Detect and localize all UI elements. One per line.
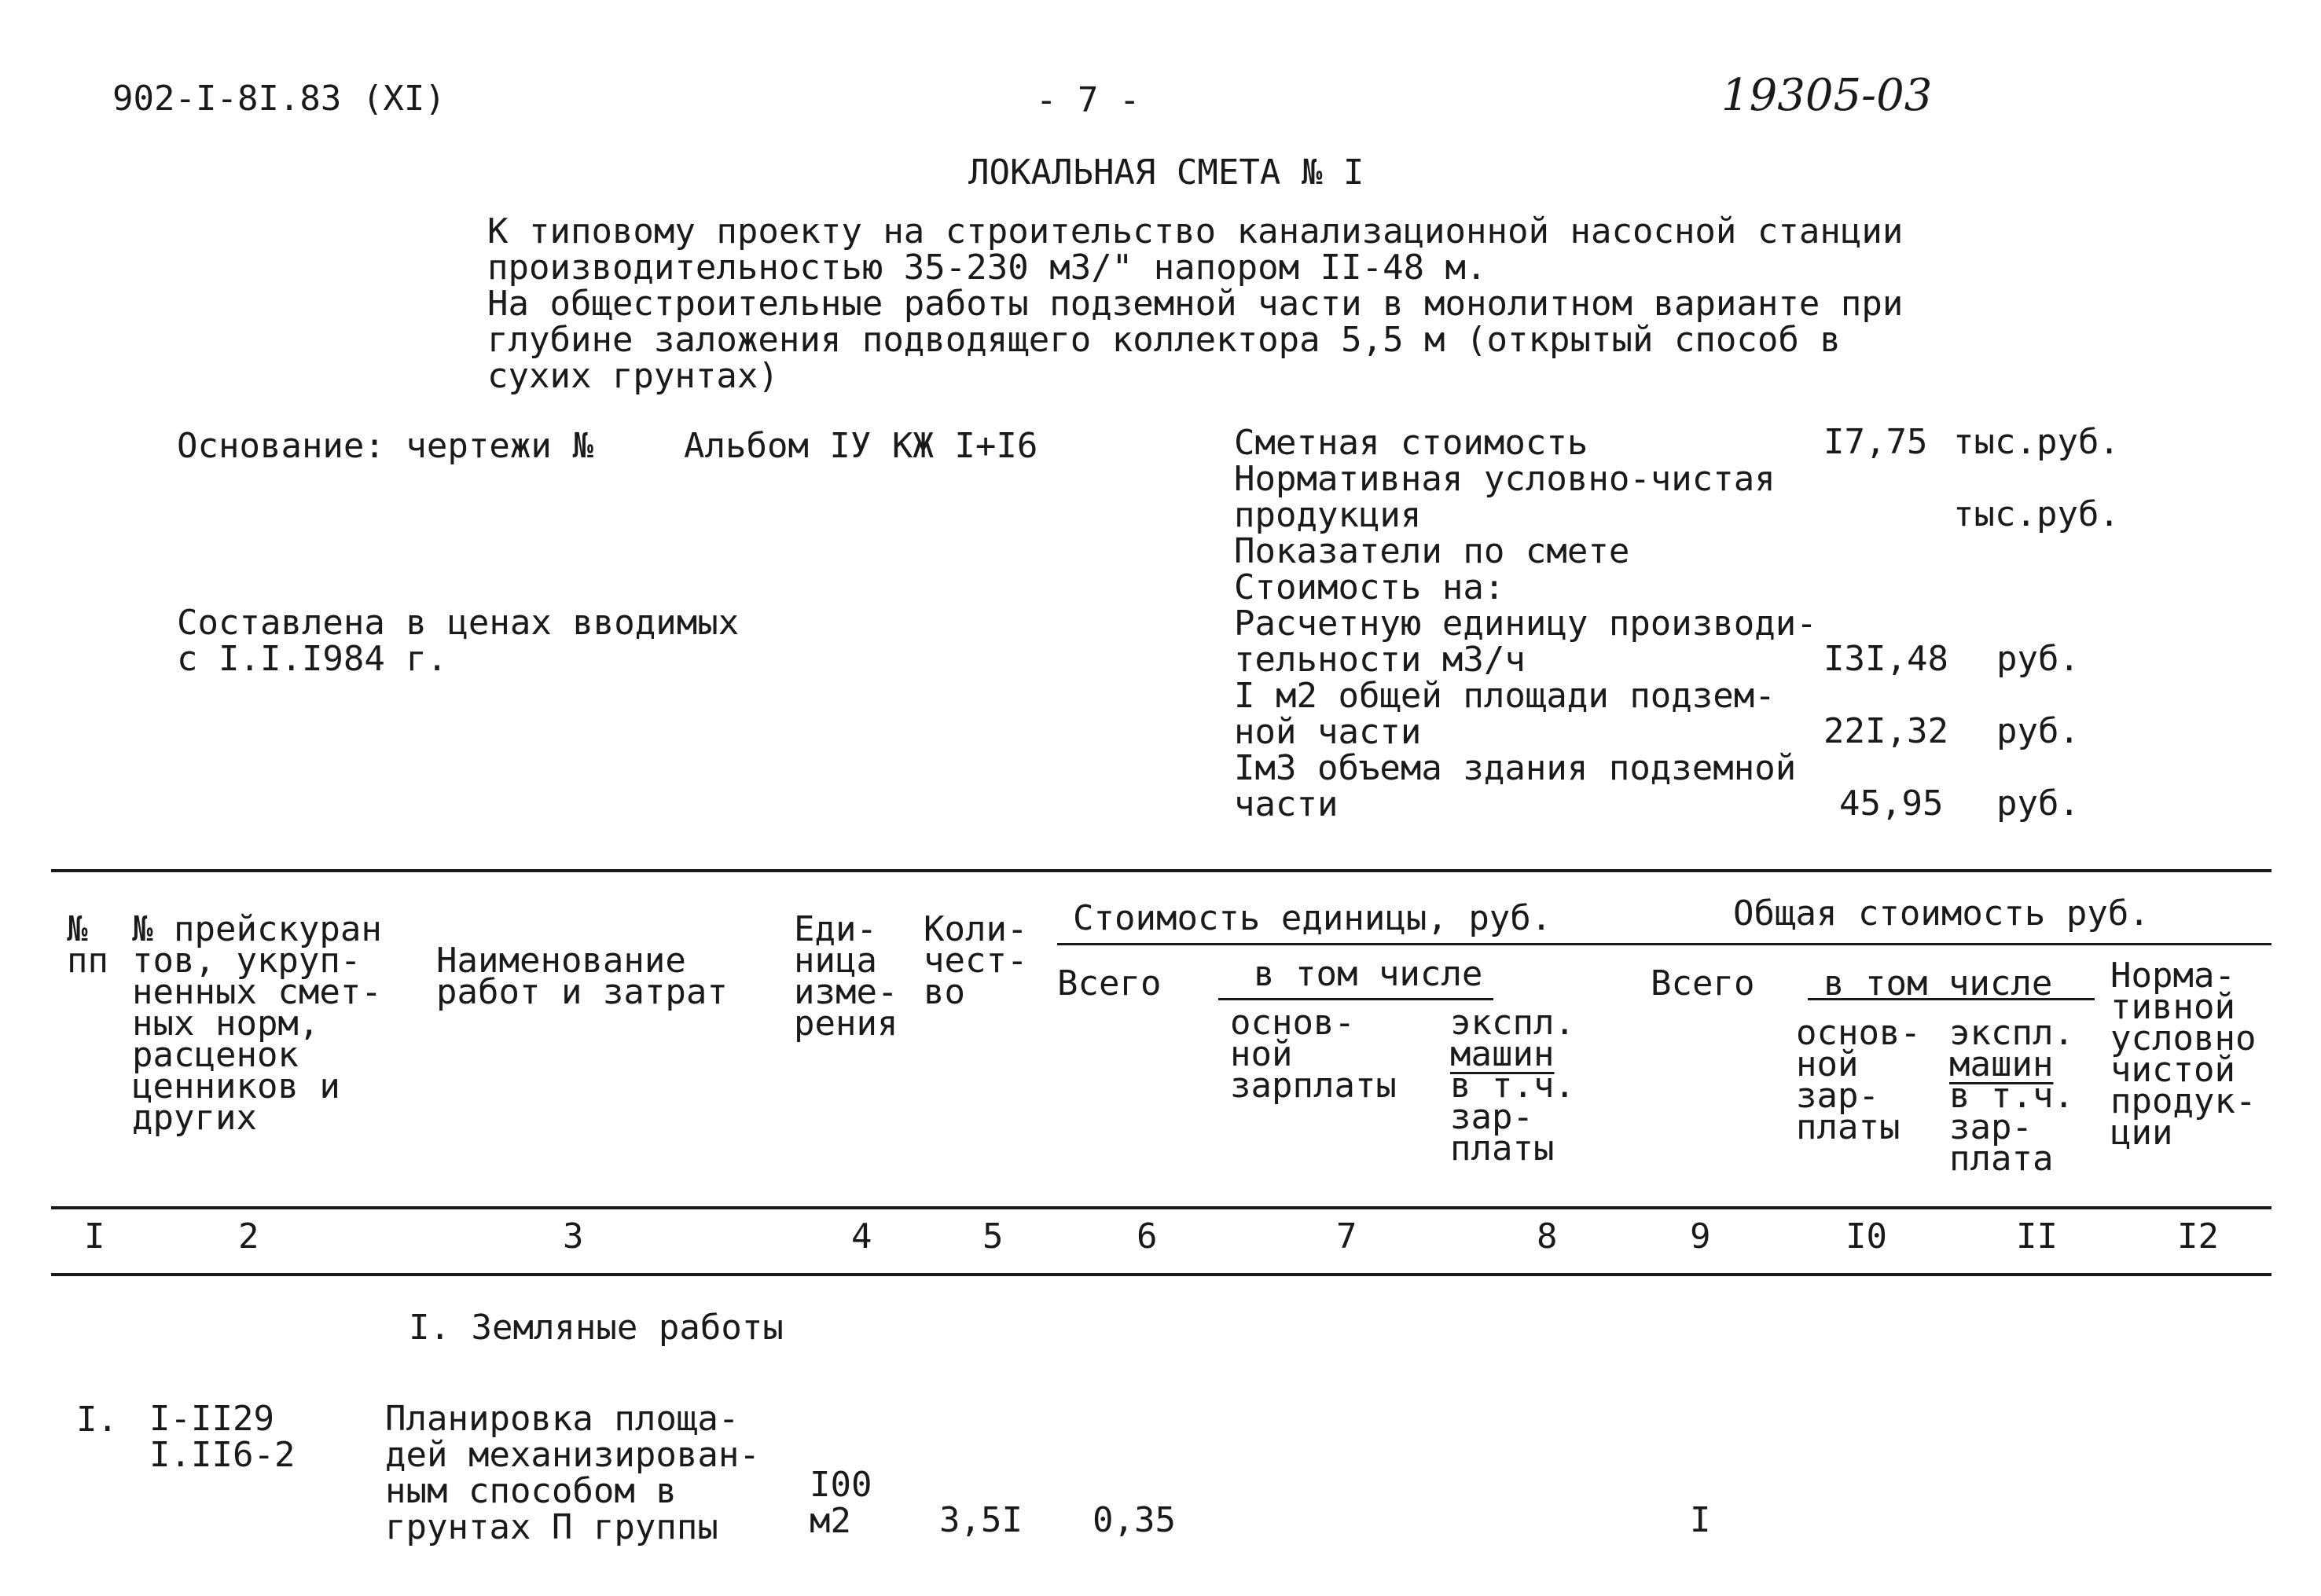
normative-label: Нормативная условно-чистая [1234, 459, 1776, 499]
normative-label: продукция [1234, 495, 1422, 535]
col-7-header: основ- ной зарплаты [1230, 1003, 1397, 1106]
column-number: 6 [1137, 1216, 1158, 1257]
column-number: I2 [2177, 1216, 2219, 1257]
column-number: I [84, 1216, 105, 1257]
per-m2-label: ной части [1234, 712, 1422, 752]
page-title: ЛОКАЛЬНАЯ СМЕТА № I [968, 152, 1364, 193]
column-number: 3 [563, 1216, 584, 1257]
col-2-header: № прейскуран тов, укруп- ненных смет- ных норм, расценок ценников и других [132, 909, 382, 1138]
row-unit-total: 0,35 [1093, 1500, 1176, 1540]
col-1-header: № пп [67, 909, 108, 981]
column-number: 4 [851, 1216, 872, 1257]
per-unit-label: тельности м3/ч [1234, 640, 1526, 680]
per-m3-label: части [1234, 784, 1339, 824]
per-m2-value: 22I,32 [1823, 711, 1948, 751]
per-m3-label: Iм3 объема здания подземной [1234, 748, 1797, 788]
row-total: I [1690, 1500, 1711, 1540]
col-11-header: экспл. машин в т.ч. зар- плата [1949, 1013, 2074, 1179]
col-8-header: экспл. машин в т.ч. зар- платы [1450, 1003, 1575, 1169]
column-number: II [2016, 1216, 2058, 1257]
section-title: I. Земляные работы [409, 1308, 784, 1348]
row-unit: I00 м2 [810, 1465, 872, 1541]
estimated-cost-value: I7,75 [1823, 422, 1928, 462]
page-number: - 7 - [1036, 80, 1140, 120]
compiled-line: с I.I.I984 г. [177, 639, 448, 679]
document-code: 902-I-8I.83 (XI) [112, 79, 446, 119]
col-9-header: Всего [1651, 963, 1755, 1003]
row-number: I. [76, 1400, 118, 1440]
column-number: 9 [1690, 1216, 1711, 1257]
incl-rule-unit [1218, 998, 1493, 1000]
unit-cost-group-header: Стоимость единицы, руб. [1073, 898, 1552, 938]
column-number: 7 [1336, 1216, 1357, 1257]
per-unit-unit: руб. [1996, 639, 2080, 679]
cost-indicators [1234, 425, 1817, 823]
col-3-header: Наименование работ и затрат [436, 941, 728, 1012]
description-line: сухих грунтах) [487, 356, 779, 396]
compiled-prices [177, 605, 739, 677]
description-line: производительностью 35-230 м3/" напором II-48 м. [487, 248, 1487, 288]
basis-value: Альбом IУ КЖ I+I6 [684, 426, 1038, 466]
column-number: 2 [238, 1216, 259, 1257]
column-number: 5 [982, 1216, 1004, 1257]
per-m2-unit: руб. [1996, 711, 2080, 751]
col-6-header: Всего [1057, 963, 1162, 1003]
per-m3-unit: руб. [1996, 783, 2080, 824]
estimated-cost-label: Сметная стоимость [1234, 423, 1588, 463]
column-number-rule [51, 1273, 2271, 1276]
description-line: На общестроительные работы подземной части в монолитном варианте при [487, 284, 1904, 324]
basis-label: Основание: чертежи № [177, 426, 593, 466]
description-line: глубине заложения подводящего коллектора 5,5 м (открытый способ в [487, 320, 1841, 360]
unit-incl-header: в том числе [1254, 954, 1483, 994]
estimated-cost-unit: тыс.руб. [1953, 422, 2120, 462]
col-4-header: Еди- ница изме- рения [794, 909, 898, 1044]
cost-group-rule [1057, 943, 2271, 945]
normative-unit: тыс.руб. [1953, 494, 2120, 534]
project-description [487, 211, 1904, 396]
per-unit-value: I3I,48 [1823, 639, 1948, 679]
row-codes: I-II29 I.II6-2 [149, 1399, 296, 1475]
table-top-rule [51, 869, 2271, 872]
document-number: 19305-03 [1721, 70, 1933, 121]
per-unit-label: Расчетную единицу производи- [1234, 604, 1817, 644]
header-bottom-rule [51, 1206, 2271, 1209]
per-m2-label: I м2 общей площади подзем- [1234, 676, 1776, 716]
total-incl-header: в том числе [1823, 963, 2053, 1003]
compiled-line: Составлена в ценах вводимых [177, 603, 740, 643]
col-10-header: основ- ной зар- платы [1796, 1013, 1921, 1147]
description-line: К типовому проекту на строительство канализационной насосной станции [487, 211, 1904, 251]
per-m3-value: 45,95 [1839, 783, 1944, 824]
column-number: 8 [1537, 1216, 1558, 1257]
row-work-name: Планировка площа- дей механизирован- ным способом в грунтах П группы [385, 1399, 760, 1547]
column-number: I0 [1845, 1216, 1887, 1257]
col-12-header: Норма- тивной условно чистой продук- ции [2110, 956, 2257, 1153]
total-cost-group-header: Общая стоимость руб. [1733, 893, 2150, 934]
row-quantity: 3,5I [939, 1500, 1023, 1540]
indicators-label: Показатели по смете [1234, 531, 1630, 571]
col-5-header: Коли- чест- во [924, 909, 1028, 1012]
cost-on-label: Стоимость на: [1234, 567, 1505, 607]
